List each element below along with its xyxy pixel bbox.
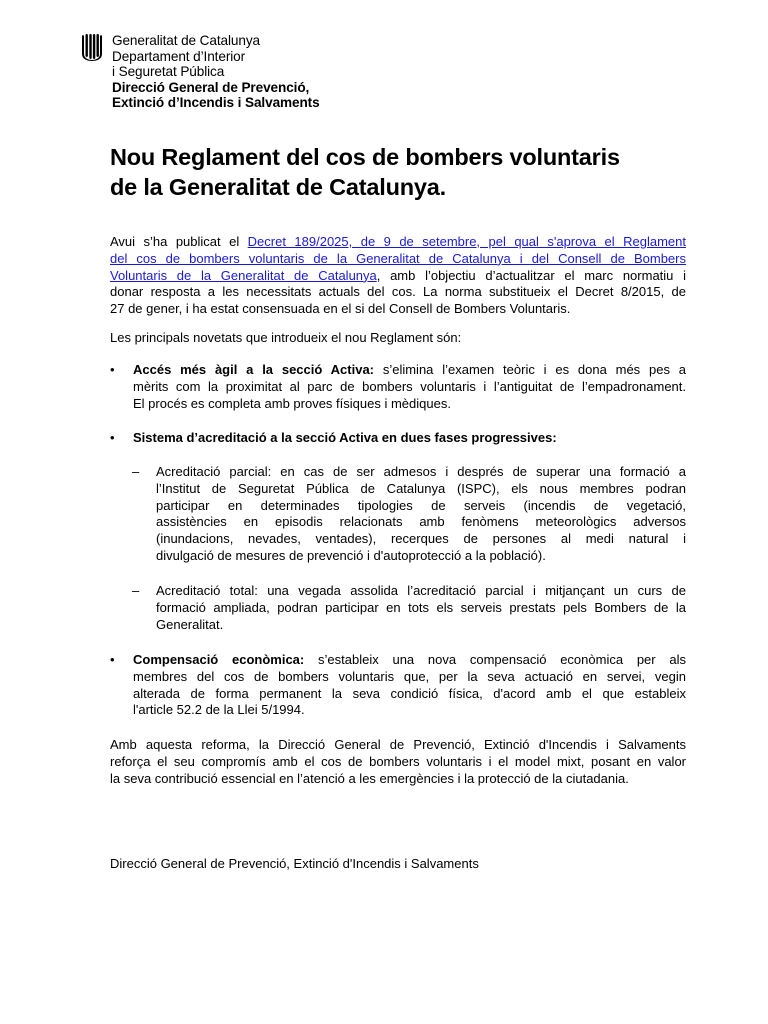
novelties-intro: Les principals novetats que introdueix el nou Reglament són: (110, 330, 462, 345)
sub-item-partial: – Acreditació parcial: en cas de ser admesos i després de superar una formació a l’Institut de Seguretat Pública de Catalunya (ISPC), els nous membres podran participar en determinades tipologies de serveis (incendis de vegetació, assistències en episodis relacionats amb fenòmens meteorològics adversos (inundacions, nevades, ventades), recerques de persones al medi natural i divulgació de mesures de prevenció i d'autoprotecció a la població). (132, 464, 686, 563)
org-line: Departament d’Interior (112, 48, 246, 64)
signature: Direcció General de Prevenció, Extinció d'Incendis i Salvaments (110, 856, 479, 871)
directorate-line: Extinció d’Incendis i Salvaments (112, 95, 320, 110)
directorate-line: Direcció General de Prevenció, (112, 79, 310, 95)
decree-link[interactable]: Decret 189/2025, de 9 de setembre, pel qual s'aprova el Reglament (247, 234, 686, 249)
org-line: i Seguretat Pública (112, 64, 225, 79)
bullet-label: Sistema d’acreditació a la secció Activa en dues fases progressives: (133, 430, 557, 445)
closing-paragraph: Amb aquesta reforma, la Direcció General de Prevenció, Extinció d'Incendis i Salvaments reforça el seu compromís amb el cos de bombers voluntaris i el model mixt, posant en valor la seva contribució essencial en l’atenció a les emergències i la protecció de la ciutadania. (110, 737, 686, 786)
bullet-symbol: • (110, 362, 115, 377)
title-line: Nou Reglament del cos de bombers voluntaris (110, 144, 620, 170)
bullet-compensation: • Compensació econòmica: s’estableix una nova compensació econòmica per als membres del cos de bombers voluntaris que, per la seva actuació en servei, vegin alterada de forma permanent la seva condició física, d'acord amb el que estableix l'article 52.2 de la Llei 5/1994. (110, 652, 686, 718)
generalitat-four-bars-icon (80, 34, 104, 61)
dash-symbol: – (132, 583, 140, 598)
bullet-accreditation (110, 430, 686, 447)
decree-link[interactable]: del cos de bombers voluntaris de la Generalitat de Catalunya i del Consell de Bombers (110, 250, 686, 266)
bullet-access: • Accés més àgil a la secció Activa: s’elimina l’examen teòric i es dona més pes a mèrits com la proximitat al parc de bombers voluntaris i l’antiguitat de l’empadronament. El procés es completa amb proves físiques i mèdiques. (110, 362, 686, 411)
intro-paragraph (110, 234, 686, 318)
decree-link[interactable]: Voluntaris de la Generalitat de Catalunya (110, 267, 377, 283)
org-line: Generalitat de Catalunya (112, 33, 260, 48)
dash-symbol: – (132, 464, 140, 479)
intro-text: 27 de gener, i ha estat consensuada en el si del Consell de Bombers Voluntaris. (110, 301, 571, 317)
intro-text: , amb l’objectiu d’actualitzar el marc normatiu i (376, 267, 686, 283)
bullet-symbol: • (110, 652, 115, 667)
letterhead (80, 33, 320, 111)
page-title (110, 142, 710, 202)
bullet-label: Accés més àgil a la secció Activa: (133, 362, 375, 377)
intro-text: donar resposta a les necessitats actuals del cos. La norma substitueix el Decret 8/2015, de (110, 284, 686, 300)
sub-item-total: – Acreditació total: una vegada assolida l’acreditació parcial i mitjançant un curs de formació ampliada, podran participar en tots els serveis prestats pels Bombers de la Generalitat. (132, 583, 686, 632)
bullet-symbol: • (110, 430, 115, 445)
organization-name (112, 33, 320, 111)
intro-prefix: Avui s’ha publicat el (110, 234, 248, 249)
bullet-label: Compensació econòmica: (133, 652, 305, 667)
title-line: de la Generalitat de Catalunya. (110, 174, 446, 200)
